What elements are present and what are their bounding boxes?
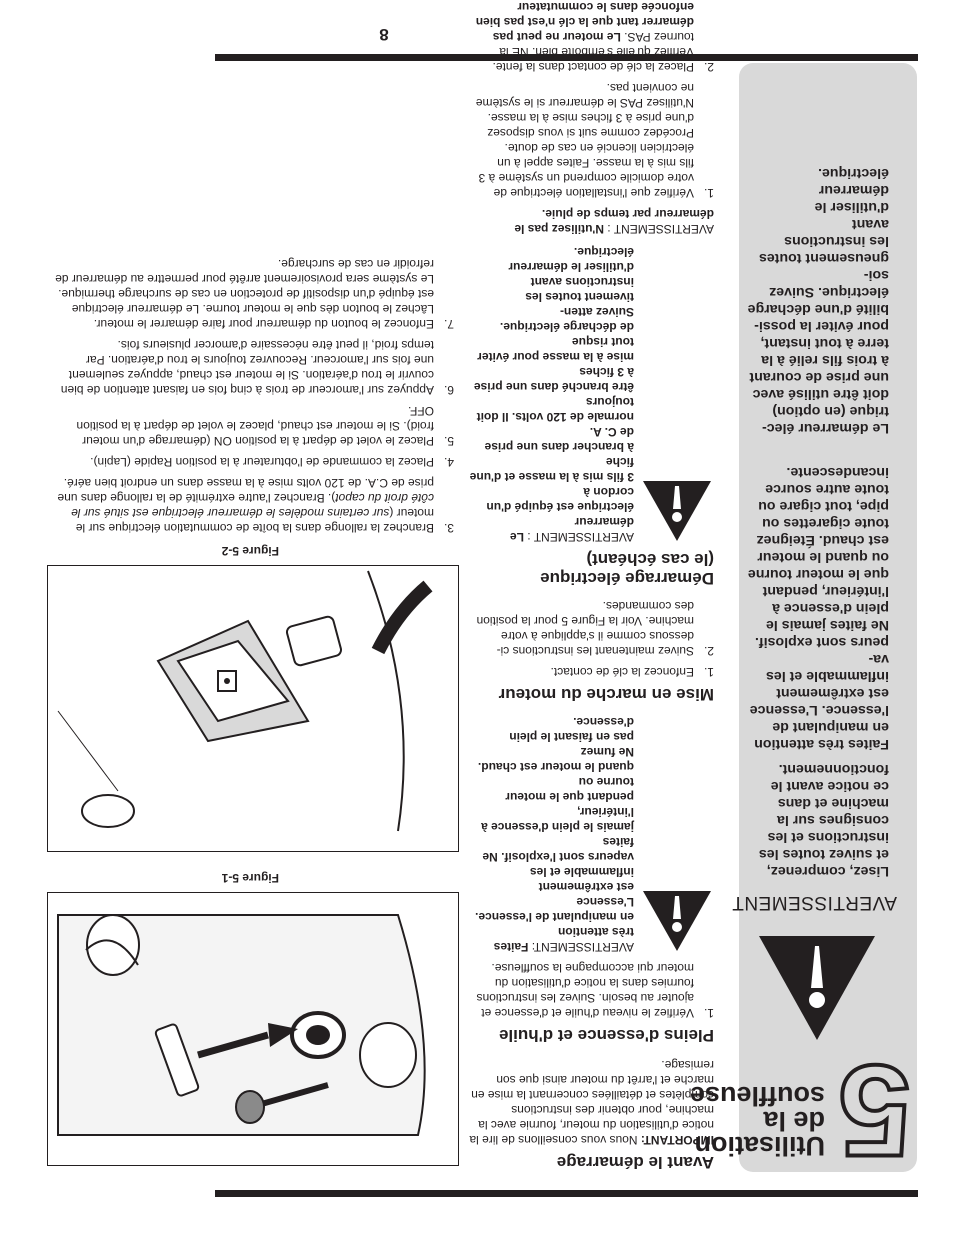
electric-warning: AVERTISSEMENT : Le démarreur électrique est équipé d'un cordon à 3 fils mis à la masse et d'une fiche à brancher dans une prise de C. A. normale de 120 volts. Il doit toujours être branché dans une prise à 3 fiches mise à la masse pour éviter tout risque de décharge électrique. Suivez atten- tivement toutes les instructions avant d'utiliser le démarreur électrique. [469, 244, 714, 544]
electric-step-1: 1. Vérifiez que l'installation électrique de votre domicile comprend un système à 3 fils mis à la masse. Faites appel à un électricien licencié en cas de doute. Procédez comme suit si vous disposez d'une prise à 3 fiches mise à la masse. N'utilisez PAS le démarreur si le système ne convient pas. [475, 81, 714, 200]
fuel-warning: AVERTISSEMENT: Faites très attention en manipulant de l'essence. L'essence est extrêmement inflammable et les vapeurs sont l'explosif. Ne faites jamais le plein d'essence à l'intérieur, pendant que le moteur tourne ou quand le moteur est chaud. Ne fumez pas en faisant le plein d'essence. [469, 714, 714, 954]
electric-step-5: 5. Placez le volet de départ à la position ON (démarrage d'un moteur froid). Si le moteur est chaud, placez le volet de départ à la position OFF. [76, 404, 454, 448]
middle-column [469, 0, 714, 1172]
heading-fuel-oil: Pleins d'essence et d'huile [499, 1026, 714, 1045]
electric-step-2: 2. Placez la clé de contact dans la fente. Vérifiez qu'elle s'emboîte bien. NE la tournez PAS. Le moteur ne peut pas démarrer tant que la clé n'est pas bien enfoncée dans le commutateur [475, 0, 714, 74]
heading-start-engine: Mise en marche du moteur [498, 685, 714, 704]
electric-step-7: 7. Enfoncez le bouton du démarreur pour faire démarrer le moteur. Lâchez le bouton dès que le moteur tourne. Le démarreur électrique est équipé d'un dispositif de protection en cas de surcharge thermique. Le système sera provisoirement arrêté pour permettre au démarreur de refroidir en cas de surcharge. [55, 257, 454, 331]
figure-5-2-caption: Figure 5-2 [221, 544, 279, 558]
chapter-number: 5 [838, 1038, 911, 1184]
sidebar-paragraph-electric: Le démarreur élec- trique (en option) doit être utilisé avec une prise de courant à trois fils relié à la terre à tout instant, pour éviter la possi- bilité d'une décharge électrique. Suivez soi- gneusement toutes les instructions avant d'utiliser le démarreur électrique. [747, 165, 889, 436]
warning-triangle-icon [757, 934, 877, 1042]
start-step-2: 2. Suivez maintenant les instructions ci-dessous comme il s'applique à votre machine. Voir la Figure 5 pour la position des commandes. [476, 599, 714, 658]
sidebar-paragraph-fuel: Faites très attention en manipulant de l'essence. L'essence est extrêmement inflammable et les va- peurs sont explosif. Ne faites jamais le plein d'essence à l'intérieur, pendant que le moteur tourne ou quand le moteur est chaud. Éteignez toute cigarettes ou pipe, tout cigare ou toute autre source incandescente. [747, 464, 889, 752]
page-number: 8 [379, 25, 389, 44]
electric-step-3: 3. Branchez la rallonge dans la boîte de commutation électrique sur le moteur (sur certains modèles le démarreur électrique est situé sur le côté droit du capot). Branchez l'autre extrémité de la rallonge dans une prise de C.A. de 120 volts mise à la masse dans un endroit bien aéré. [57, 476, 454, 535]
warning-triangle-icon [642, 480, 712, 542]
heading-before-start: Avant le démarrage [556, 1153, 714, 1172]
fuel-step-1: 1. Vérifiez le niveau d'huile et d'essence et ajouter au besoin. Suivez les instructions fournies dans la notice d'utilisation du moteur qui accompagne la souffleuse. [476, 961, 714, 1020]
start-step-1: 1. Enfoncez la clé de contact. [550, 665, 714, 679]
rain-warning: AVERTISSEMENT : N'utilisez pas le démarreur par temps de pluie. [514, 207, 714, 236]
extension-cord-illustration [48, 566, 458, 851]
fuel-cap-illustration [48, 893, 458, 1165]
figure-5-2 [47, 565, 459, 852]
sidebar-paragraph-read: Lisez, comprenez, et suivez toutes les instructions et les consignes sur la machine et dans ce notice avant le fonctionnement. [758, 761, 889, 879]
heading-electric-start: Démarrage électrique (le cas échéant) [540, 550, 714, 588]
warning-triangle-icon [642, 890, 712, 952]
electric-step-6: 6. Appuyez sur l'amorceur de trois à cinq fois en faisant attention de bien couvrir le trou d'aération. Si le moteur est chaud, appuyez seulement une fois sur l'amorceur. Recouvrez toujours le trou d'aération. Par temps froid, il peut être nécessaire d'amorcer plusieurs fois. [60, 338, 454, 397]
chapter-sidebar [689, 63, 917, 1184]
electric-step-4: 4. Placez la commande de l'obturateur à la position Rapide (Lapin). [90, 455, 454, 469]
chapter-title: Utilisation de la souffleuse [689, 1081, 825, 1161]
sidebar-warning-heading: AVERTISSEMENT [731, 892, 897, 913]
figure-5-1-caption: Figure 5-1 [221, 871, 279, 885]
right-column [54, 250, 454, 535]
top-rule [215, 1190, 918, 1197]
important-note: IMPORTANT: Nous vous conseillons de lire la notice d'utilisation du moteur, fournie avec la machine, pour obtenir des instructions complètes et détaillées concernant la mise en marche et l'arrêt du moteur ainsi que son remisage. [469, 1058, 714, 1147]
figure-5-1 [47, 892, 459, 1166]
